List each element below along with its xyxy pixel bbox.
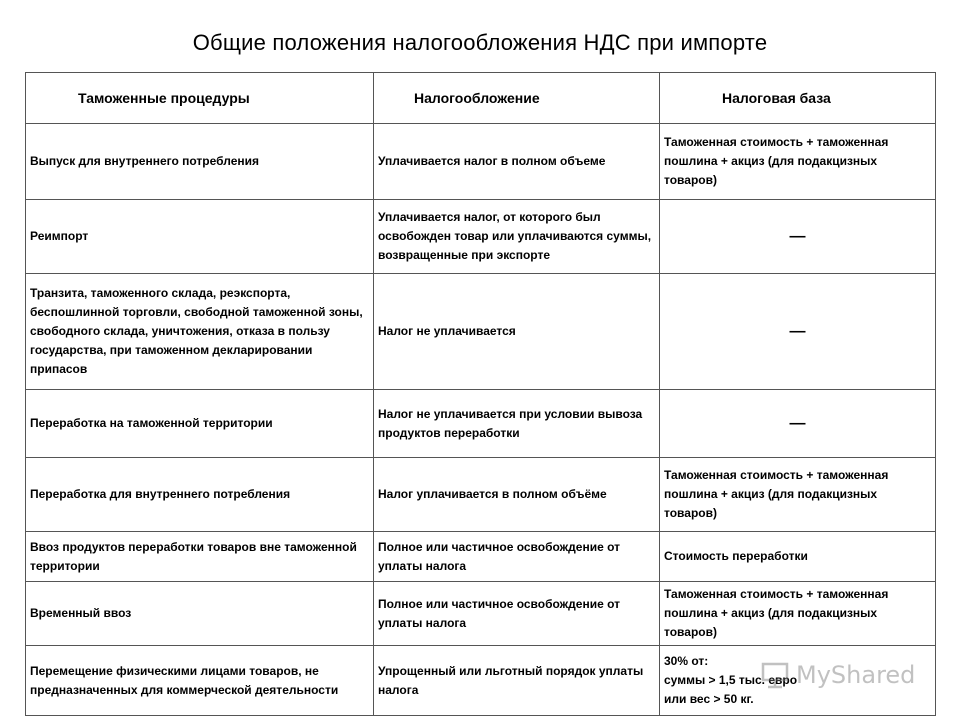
presentation-icon [760, 660, 790, 690]
taxation-cell: Полное или частичное освобождение от уплаты налога [374, 582, 660, 646]
procedure-cell: Перемещение физическими лицами товаров, не предназначенных для коммерческой деятельности [26, 646, 374, 716]
taxation-cell: Уплачивается налог, от которого был освобожден товар или уплачиваются суммы, возвращенные при экспорте [374, 200, 660, 274]
taxation-cell: Налог не уплачивается при условии вывоза продуктов переработки [374, 390, 660, 458]
table-row [26, 582, 936, 646]
header-taxation: Налогообложение [374, 73, 660, 124]
tax-base-line: или вес > 50 кг. [664, 692, 754, 706]
table-row [26, 458, 936, 532]
taxation-cell: Налог уплачивается в полном объёме [374, 458, 660, 532]
procedure-cell: Выпуск для внутреннего потребления [26, 124, 374, 200]
watermark-text: MyShared [796, 661, 916, 689]
procedure-cell: Переработка на таможенной территории [26, 390, 374, 458]
table-header-row [26, 73, 936, 124]
procedure-cell: Транзита, таможенного склада, реэкспорта, беспошлинной торговли, свободной таможенной зоны, свободного склада, уничтожения, отказа в пользу государства, при таможенном декларировании припасов [26, 274, 374, 390]
page-title: Общие положения налогообложения НДС при импорте [192, 30, 768, 55]
table-row [26, 124, 936, 200]
table-row [26, 200, 936, 274]
watermark [760, 655, 915, 695]
tax-base-cell: Стоимость переработки [660, 532, 936, 582]
taxation-cell: Полное или частичное освобождение от уплаты налога [374, 532, 660, 582]
tax-base-line: суммы > 1,5 тыс. евро [664, 673, 798, 687]
taxation-cell: Уплачивается налог в полном объеме [374, 124, 660, 200]
procedure-cell: Временный ввоз [26, 582, 374, 646]
taxation-cell: Налог не уплачивается [374, 274, 660, 390]
tax-base-line: 30% от: [664, 654, 709, 668]
taxation-cell: Упрощенный или льготный порядок уплаты налога [374, 646, 660, 716]
table-row [26, 390, 936, 458]
tax-base-cell: Таможенная стоимость + таможенная пошлина + акциз (для подакцизных товаров) [660, 124, 936, 200]
tax-base-cell: — [660, 274, 936, 390]
tax-base-cell: — [660, 390, 936, 458]
procedure-cell: Реимпорт [26, 200, 374, 274]
table-row [26, 274, 936, 390]
tax-base-cell: — [660, 200, 936, 274]
tax-base-cell: Таможенная стоимость + таможенная пошлина + акциз (для подакцизных товаров) [660, 458, 936, 532]
header-tax-base: Налоговая база [660, 73, 936, 124]
procedure-cell: Переработка для внутреннего потребления [26, 458, 374, 532]
procedure-cell: Ввоз продуктов переработки товаров вне таможенной территории [26, 532, 374, 582]
tax-base-cell: Таможенная стоимость + таможенная пошлина + акциз (для подакцизных товаров) [660, 582, 936, 646]
header-procedures: Таможенные процедуры [26, 73, 374, 124]
vat-import-table [25, 72, 936, 716]
table-row [26, 532, 936, 582]
